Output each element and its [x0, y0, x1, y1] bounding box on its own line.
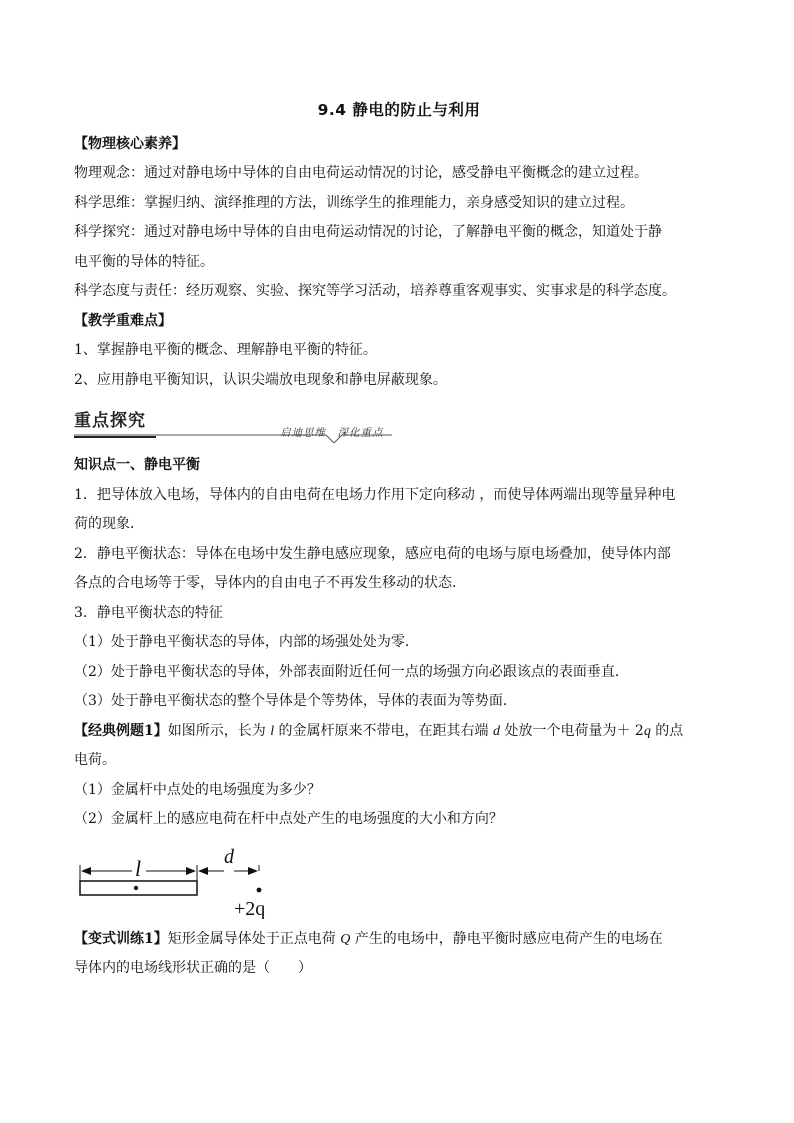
- example1-text: 如图所示，长为: [167, 722, 271, 739]
- key-points-heading: 【教学重难点】: [74, 312, 172, 329]
- knowledge-line: 2．静电平衡状态：导体在电场中发生静电感应现象，感应电荷的电场与原电场叠加，使导体内部: [74, 545, 671, 562]
- label-d: d: [224, 845, 234, 868]
- example1-question: （1）金属杆中点处的电场强度为多少？: [74, 781, 321, 798]
- var-d: d: [493, 723, 500, 739]
- var-l: l: [270, 723, 275, 739]
- variant1-line1: [74, 925, 724, 955]
- core-literacy-item: 科学探究：通过对静电场中导体的自由电荷运动情况的讨论，了解静电平衡的概念，知道处于静: [74, 224, 662, 240]
- var-q: q: [643, 723, 651, 739]
- knowledge-line: 各点的合电场等于零，导体内的自由电子不再发生移动的状态．: [74, 575, 466, 591]
- variant1-text: 矩形金属导体处于正点电荷: [167, 930, 341, 947]
- core-literacy-item: 物理观念：通过对静电场中导体的自由电荷运动情况的讨论，感受静电平衡概念的建立过程。: [74, 165, 648, 181]
- page-title: 9.4 静电的防止与利用: [317, 101, 481, 119]
- key-point-item: 1、掌握静电平衡的概念、理解静电平衡的特征。: [74, 342, 377, 358]
- knowledge-line: （3）处于静电平衡状态的整个导体是个等势体，导体的表面为等势面．: [74, 693, 517, 709]
- core-literacy-item: 电平衡的导体的特征。: [74, 253, 214, 270]
- variant1-text: 产生的电场中，静电平衡时感应电荷产生的电场在: [350, 930, 663, 947]
- label-l: l: [135, 855, 142, 881]
- rod-diagram: [74, 843, 334, 919]
- knowledge-heading: 知识点一、静电平衡: [74, 457, 200, 473]
- knowledge-line: 荷的现象．: [74, 516, 144, 532]
- example1-line1: [74, 717, 724, 747]
- banner-subtitle: 启迪思维 深化重点: [280, 427, 384, 439]
- rod-charge-figure: [74, 843, 724, 919]
- example1-line2: 电荷。: [74, 752, 116, 768]
- example1-tag: 【经典例题1】: [74, 722, 168, 739]
- core-literacy-item: 科学态度与责任：经历观察、实验、探究等学习活动，培养尊重客观事实、实事求是的科学态度。: [74, 283, 676, 299]
- point-charge: [257, 887, 262, 892]
- knowledge-line: 1．把导体放入电场，导体内的自由电荷在电场力作用下定向移动 ，而使导体两端出现等量异种电: [74, 486, 676, 503]
- metal-rod: [80, 881, 197, 895]
- banner-title: 重点探究: [74, 411, 146, 431]
- knowledge-line: （2）处于静电平衡状态的导体，外部表面附近任何一点的场强方向必跟该点的表面垂直．: [74, 663, 629, 680]
- example1-text: 处放一个电荷量为＋ 2: [500, 722, 644, 739]
- knowledge-line: 3．静电平衡状态的特征: [74, 604, 223, 621]
- example1-text: 的点: [650, 722, 684, 739]
- example1-question: （2）金属杆上的感应电荷在杆中点处产生的电场强度的大小和方向？: [74, 811, 503, 827]
- var-Q: Q: [340, 931, 351, 947]
- variant1-line2: 导体内的电场线形状正确的是（ ）: [74, 960, 312, 976]
- core-literacy-item: 科学思维：掌握归纳、演绎推理的方法，训练学生的推理能力，亲身感受知识的建立过程。: [74, 194, 634, 211]
- document-page: [74, 96, 724, 984]
- label-charge: +2q: [234, 897, 266, 919]
- knowledge-line: （1）处于静电平衡状态的导体，内部的场强处处为零．: [74, 634, 419, 650]
- key-point-item: 2、应用静电平衡知识，认识尖端放电现象和静电屏蔽现象。: [74, 371, 447, 388]
- section-banner: [74, 405, 724, 445]
- variant1-tag: 【变式训练1】: [74, 930, 168, 947]
- example1-text: 的金属杆原来不带电，在距其右端: [274, 722, 493, 739]
- rod-midpoint: [134, 885, 138, 889]
- core-literacy-heading: 【物理核心素养】: [74, 135, 186, 152]
